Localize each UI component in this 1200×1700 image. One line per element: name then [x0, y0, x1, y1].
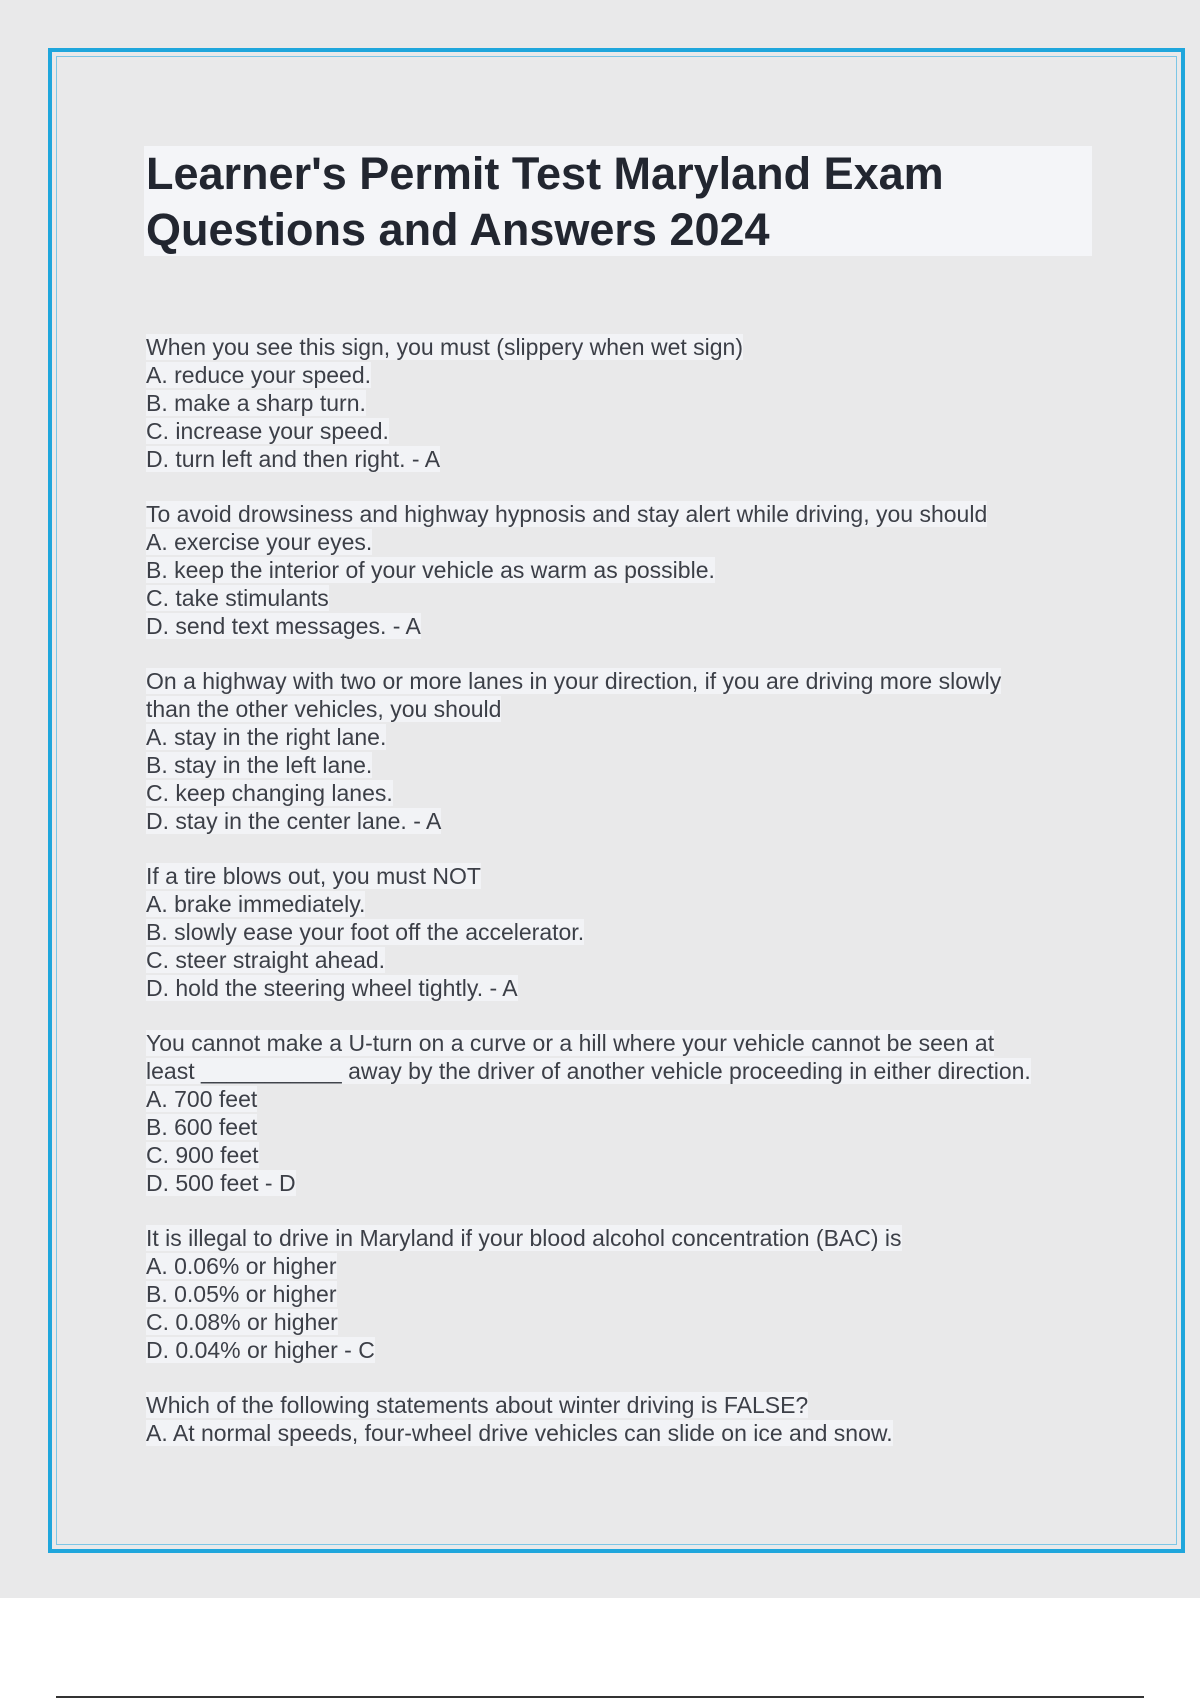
question-text-continued: than the other vehicles, you should — [146, 696, 502, 722]
answer-option: C. 900 feet — [146, 1142, 259, 1168]
question-5 — [146, 1029, 1076, 1197]
question-text: You cannot make a U-turn on a curve or a hill where your vehicle cannot be seen at — [146, 1030, 995, 1056]
question-1 — [146, 333, 1076, 473]
answer-option: A. At normal speeds, four-wheel drive vehicles can slide on ice and snow. — [146, 1420, 893, 1446]
question-6 — [146, 1224, 1076, 1364]
answer-option: C. 0.08% or higher — [146, 1309, 338, 1335]
question-text-continued: least ___________ away by the driver of another vehicle proceeding in either direction. — [146, 1058, 1031, 1084]
answer-option: C. steer straight ahead. — [146, 947, 386, 973]
questions-list — [146, 333, 1076, 1474]
answer-option: A. 0.06% or higher — [146, 1253, 337, 1279]
answer-option: A. brake immediately. — [146, 891, 366, 917]
footer-divider — [56, 1696, 1144, 1698]
answer-option-with-key: D. 0.04% or higher - C — [146, 1337, 375, 1363]
answer-option: B. 600 feet — [146, 1114, 258, 1140]
answer-option: A. exercise your eyes. — [146, 529, 373, 555]
answer-option: C. keep changing lanes. — [146, 780, 393, 806]
question-text: It is illegal to drive in Maryland if your blood alcohol concentration (BAC) is — [146, 1225, 902, 1251]
answer-option: A. reduce your speed. — [146, 362, 372, 388]
question-text: To avoid drowsiness and highway hypnosis and stay alert while driving, you should — [146, 501, 988, 527]
question-text: If a tire blows out, you must NOT — [146, 863, 481, 889]
answer-option: C. increase your speed. — [146, 418, 389, 444]
answer-option-with-key: D. turn left and then right. - A — [146, 446, 441, 472]
answer-option: B. keep the interior of your vehicle as warm as possible. — [146, 557, 715, 583]
question-7 — [146, 1391, 1076, 1447]
question-text: When you see this sign, you must (slippery when wet sign) — [146, 334, 743, 360]
answer-option-with-key: D. 500 feet - D — [146, 1170, 296, 1196]
answer-option: B. stay in the left lane. — [146, 752, 373, 778]
answer-option-with-key: D. hold the steering wheel tightly. - A — [146, 975, 518, 1001]
question-2 — [146, 500, 1076, 640]
answer-option: C. take stimulants — [146, 585, 329, 611]
question-3 — [146, 667, 1076, 835]
question-4 — [146, 862, 1076, 1002]
document-title: Learner's Permit Test Maryland Exam Questions and Answers 2024 — [146, 148, 944, 255]
answer-option-with-key: D. stay in the center lane. - A — [146, 808, 442, 834]
answer-option: A. 700 feet — [146, 1086, 258, 1112]
answer-option: A. stay in the right lane. — [146, 724, 387, 750]
answer-option-with-key: D. send text messages. - A — [146, 613, 421, 639]
question-text: On a highway with two or more lanes in your direction, if you are driving more slowly — [146, 668, 1002, 694]
answer-option: B. 0.05% or higher — [146, 1281, 337, 1307]
answer-option: B. make a sharp turn. — [146, 390, 366, 416]
question-text: Which of the following statements about winter driving is FALSE? — [146, 1392, 809, 1418]
answer-option: B. slowly ease your foot off the accelerator. — [146, 919, 585, 945]
